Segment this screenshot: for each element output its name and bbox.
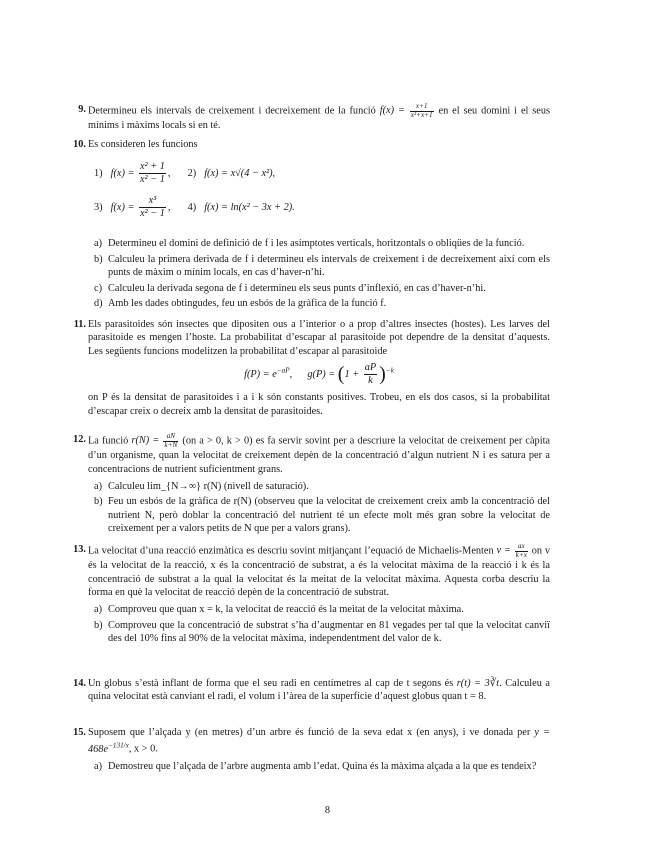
subitem: a) Determineu el domini de definició de f i les asímptotes verticals, horitzontals o obliqües de la funció.	[94, 238, 525, 250]
problem-text: Un globus s’està inflant de forma que el seu radi en centímetres al cap de t segons és r(t) = 3∛t. Calculeu a quina velocitat està canviant el radi, el volum i l’àrea de la superfície d’aquest globus quan t = 8.	[88, 678, 550, 703]
subitem: a) Comproveu que quan x = k, la velocitat de reacció és la meitat de la velocitat màxima.	[94, 604, 464, 616]
problem-12	[73, 432, 550, 538]
problem-text: Els parasitoides són insectes que dipositen ous a l’interior o a prop d’altres insectes (hostes). Les larves del parasitoide es mengen l’hoste. La probabilitat d’escapar al parasitoide pot dependre de la densitat d’aquests. Les següents funcions modelitzen la probabilitat d’escapar al parasitoide	[88, 319, 550, 357]
problem-number: 14 .	[68, 677, 86, 690]
formula: r(t) = 3∛t	[456, 678, 500, 689]
subitem-list	[88, 237, 550, 310]
subitem: c) Calculeu la derivada segona de f i determineu els seus punts d’inflexió, en cas d’haver-n’hi.	[94, 282, 486, 294]
problem-text-continued: on P és la densitat de parasitoides i a i k són constants positives. Trobeu, en els dos casos, si la probabilitat d’escapar creix o decreix amb la densitat de parasitoides.	[88, 392, 550, 417]
problem-number: 11 .	[68, 318, 86, 331]
problem-15	[73, 726, 550, 776]
subitem: d) Amb les dades obtingudes, feu un esbós de la gràfica de la funció f.	[94, 298, 387, 310]
subitem: b) Calculeu la primera derivada de f i determineu els intervals de creixement i de decreixement així com els punts de màxim o mínim locals, en cas d’haver-n’hi.	[94, 253, 550, 279]
problem-number: 9 .	[68, 103, 86, 116]
problem-number: 13 .	[68, 543, 86, 556]
formula: $y = 468e^{-131/x}$	[88, 727, 550, 755]
function-1-2-row: 1) f(x) = $\frac{\text{x² + 1}}{\text{x² − 1}}$ , 2) f(x) = x√(4 − x²),	[94, 161, 276, 186]
formula-display: $f(P) = e^{-aP}$, g(P) = (1 + $\frac{aP}{k}$ )$^{-k}$	[244, 362, 394, 387]
function-definition: f(x) = $\frac{x+1}{\text{x²+x+1}}$	[379, 102, 433, 119]
function-list	[94, 151, 550, 221]
problem-number: 12 .	[68, 433, 86, 446]
problem-14	[73, 677, 550, 704]
problem-text: La velocitat d’una reacció enzimàtica es descriu sovint mitjançant l’equació de Michaelis-Menten v = $\frac{ax}{k+x}$ on v és la velocitat de la reacció, x és la concentració de substrat, a és la velocitat màxima de la reacció i k és la concentració de substrat a la qual la velocitat és la meitat de la velocitat màxima. Aquesta corba descriu la forma en què la velocitat de reacció depèn de la concentració de substrat.	[88, 542, 551, 598]
fraction: $\frac{aP}{k}$	[364, 362, 377, 387]
fraction: $\frac{\text{x³}}{\text{x² − 1}}$	[139, 195, 165, 220]
subitem: b) Feu un esbós de la gràfica de r(N) (observeu que la velocitat de creixement creix amb la concentració del nutrient N, però doblar la concentració del nutrient té un efecte molt més gran sobre la velocitat de creixement per a valors petits de N que per a valors grans).	[94, 496, 550, 535]
fraction: $\frac{aN}{k+N}$	[164, 432, 178, 449]
problem-11	[73, 318, 550, 418]
subitem-list	[88, 760, 550, 773]
problem-intro: Es consideren les funcions	[88, 139, 198, 150]
subitem: b) Comproveu que la concentració de substrat s’ha d’augmentar en 81 vegades per tal que la velocitat canviï des del 10% fins al 90% de la velocitat màxima, independentment del valor de k.	[94, 619, 550, 645]
problem-text: Determineu els intervals de creixement i decreixement de la funció f(x) = $\frac{x+1}{\text{x²+x+1}}$ en el seu domini i el seus mínims i màxims locals si en té.	[88, 102, 550, 132]
fraction: $\frac{\text{x² + 1}}{\text{x² − 1}}$	[139, 161, 165, 186]
function-definition: v = $\frac{ax}{k+x}$	[496, 542, 527, 559]
problem-text: Suposem que l’alçada y (en metres) d’un arbre és funció de la seva edat x (en anys), i ve donada per $y = 468e^{-131/x}$, x > 0.	[88, 727, 550, 755]
problem-10	[73, 138, 550, 312]
subitem-list	[88, 480, 550, 536]
fraction: $\frac{ax}{k+x}$	[515, 542, 527, 559]
problem-number: 10 .	[68, 138, 86, 151]
function-definition: r(N) = $\frac{aN}{k+N}$	[131, 432, 178, 449]
fraction: $\frac{x+1}{\text{x²+x+1}}$	[410, 102, 433, 119]
function-3-4-row: 3) f(x) = $\frac{\text{x³}}{\text{x² − 1}}$ , 4) f(x) = ln(x² − 3x + 2).	[94, 195, 295, 220]
subitem-list	[88, 603, 550, 645]
subitem: a) Calculeu lim_{N→∞} r(N) (nivell de saturació).	[94, 480, 309, 492]
problem-number: 15 .	[68, 726, 86, 739]
problem-text: La funció r(N) = $\frac{aN}{k+N}$ (on a > 0, k > 0) es fa servir sovint per a descriure la velocitat de creixement per càpita d’un organisme, quan la velocitat de creixement depèn de la concentració d’algun nutrient N i es satura per a concentracions de nutrient suficientment grans.	[88, 432, 550, 475]
problem-13	[73, 542, 551, 648]
problem-9	[78, 102, 550, 133]
page-number: 8	[324, 805, 331, 816]
subitem: a) Demostreu que l’alçada de l’arbre augmenta amb l’edat. Quina és la màxima alçada a la que es tendeix?	[94, 761, 537, 773]
